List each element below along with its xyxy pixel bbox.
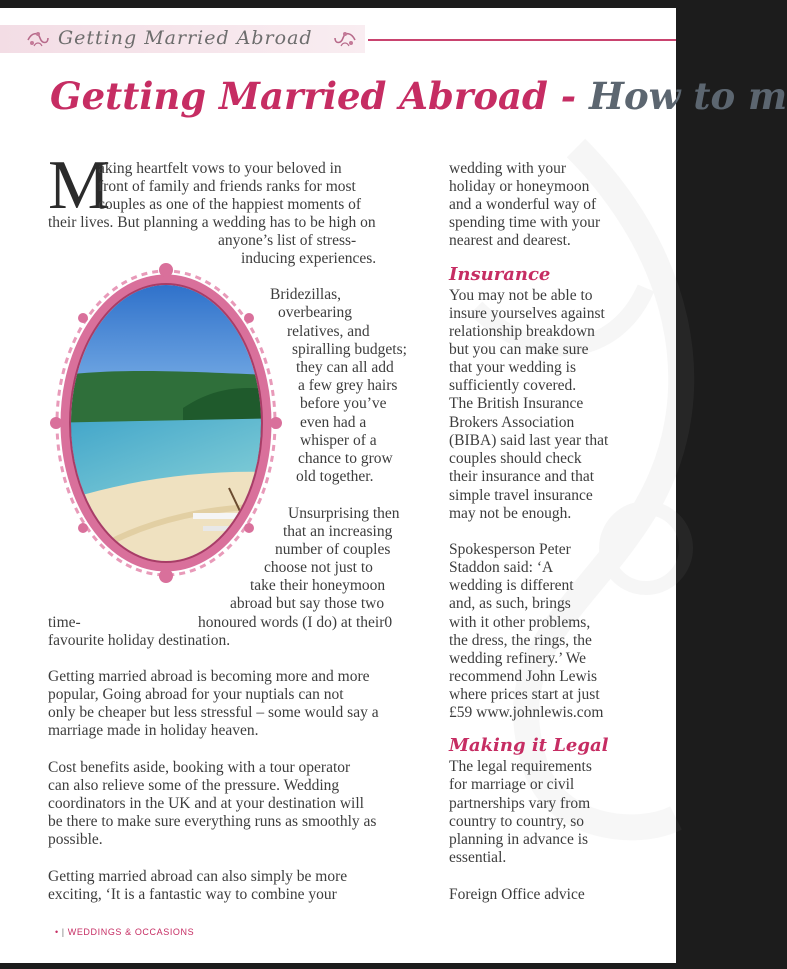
body-line: Getting married abroad can also simply be more <box>48 868 348 885</box>
body-line: but you can make sure <box>449 341 589 358</box>
body-line: popular, Going abroad for your nuptials can not <box>48 686 344 703</box>
drop-cap: M <box>48 147 111 224</box>
body-line: Getting married abroad is becoming more and more <box>48 668 370 685</box>
body-line: with it other problems, <box>449 614 591 631</box>
body-line: marriage made in holiday heaven. <box>48 722 259 739</box>
body-line: wedding is different <box>449 577 574 594</box>
body-line: that your wedding is <box>449 359 576 376</box>
body-line: Brokers Association <box>449 414 575 431</box>
flourish-right-icon <box>333 28 357 50</box>
body-line: (BIBA) said last year that <box>449 432 609 449</box>
body-line: recommend John Lewis <box>449 668 598 685</box>
body-line: and, as such, brings <box>449 595 571 612</box>
body-line: may not be enough. <box>449 505 572 522</box>
body-line: their insurance and that <box>449 468 595 485</box>
footer-separator: | <box>61 927 65 937</box>
body-line: Cost benefits aside, booking with a tour operator <box>48 759 351 776</box>
body-line: simple travel insurance <box>449 487 593 504</box>
body-line: The British Insurance <box>449 395 584 412</box>
body-line: coordinators in the UK and at your destination will <box>48 795 364 812</box>
body-line: The legal requirements <box>449 758 592 775</box>
body-line: You may not be able to <box>449 287 593 304</box>
body-line: inducing experiences. <box>241 250 377 267</box>
article-title <box>50 74 787 118</box>
body-line: where prices start at just <box>449 686 600 703</box>
body-line: holiday or honeymoon <box>449 178 590 195</box>
page-mark: • <box>55 927 59 937</box>
body-line: sufficiently covered. <box>449 377 577 394</box>
body-line: chance to grow <box>298 450 393 467</box>
body-line: country to country, so <box>449 813 585 830</box>
body-line: Unsurprising then <box>288 505 400 522</box>
title-grey-part: How to m <box>589 74 787 118</box>
section-header <box>0 25 676 53</box>
body-line: couples should check <box>449 450 582 467</box>
magazine-page <box>0 8 787 963</box>
body-line: for marriage or civil <box>449 776 575 793</box>
publication-name: WEDDINGS & OCCASIONS <box>67 927 195 937</box>
page-footer <box>55 927 194 937</box>
flourish-left-icon <box>26 28 50 50</box>
body-line: abroad but say those two <box>230 595 385 612</box>
body-line: choose not just to <box>264 559 373 576</box>
body-line: even had a <box>300 414 367 431</box>
body-line: wedding refinery.’ We <box>449 650 587 667</box>
body-line: and a wonderful way of <box>449 196 597 213</box>
heading-insurance: Insurance <box>449 264 551 285</box>
body-line: partnerships vary from <box>449 795 591 812</box>
body-line: a few grey hairs <box>298 377 398 394</box>
body-line: Foreign Office advice <box>449 886 585 903</box>
beach-photo <box>43 258 289 588</box>
beach-photo-frame <box>43 258 289 588</box>
body-line: relationship breakdown <box>449 323 595 340</box>
body-line: Bridezillas, <box>270 286 342 303</box>
body-line: whisper of a <box>300 432 377 449</box>
body-line: that an increasing <box>283 523 393 540</box>
body-line: aking heartfelt vows to your beloved in <box>98 160 342 177</box>
body-line: relatives, and <box>287 323 370 340</box>
heading-making-it-legal: Making it Legal <box>449 735 609 756</box>
body-line: overbearing <box>278 304 353 321</box>
body-line: number of couples <box>275 541 391 558</box>
body-line: spending time with your <box>449 214 601 231</box>
body-line: wedding with your <box>449 160 567 177</box>
body-line: spiralling budgets; <box>292 341 407 358</box>
body-line: old together. <box>296 468 374 485</box>
body-line: can also relieve some of the pressure. Wedding <box>48 777 340 794</box>
body-line: the dress, the rings, the <box>449 632 592 649</box>
body-line: couples as one of the happiest moments of <box>98 196 362 213</box>
header-rule <box>368 39 676 41</box>
title-pink-part: Getting Married Abroad <box>50 74 548 118</box>
body-line: nearest and dearest. <box>449 232 571 249</box>
body-line: anyone’s list of stress- <box>218 232 357 249</box>
body-line: favourite holiday destination. <box>48 632 231 649</box>
body-line: take their honeymoon <box>250 577 386 594</box>
body-line: time- <box>48 614 81 631</box>
title-separator: - <box>547 74 590 118</box>
section-title: Getting Married Abroad <box>58 27 313 49</box>
body-line: before you’ve <box>300 395 387 412</box>
body-line: only be cheaper but less stressful – some would say a <box>48 704 379 721</box>
body-line: planning in advance is <box>449 831 589 848</box>
body-line: they can all add <box>296 359 394 376</box>
body-line: their lives. But planning a wedding has to be high on <box>48 214 376 231</box>
body-line: possible. <box>48 831 103 848</box>
body-line: essential. <box>449 849 507 866</box>
body-line: £59 www.johnlewis.com <box>449 704 604 721</box>
body-line: exciting, ‘It is a fantastic way to combine your <box>48 886 337 903</box>
body-line: insure yourselves against <box>449 305 605 322</box>
body-line: Staddon said: ‘A <box>449 559 554 576</box>
body-line: front of family and friends ranks for most <box>98 178 356 195</box>
body-line: be there to make sure everything runs as smoothly as <box>48 813 377 830</box>
body-line: Spokesperson Peter <box>449 541 571 558</box>
body-line: honoured words (I do) at their0 <box>198 614 393 631</box>
